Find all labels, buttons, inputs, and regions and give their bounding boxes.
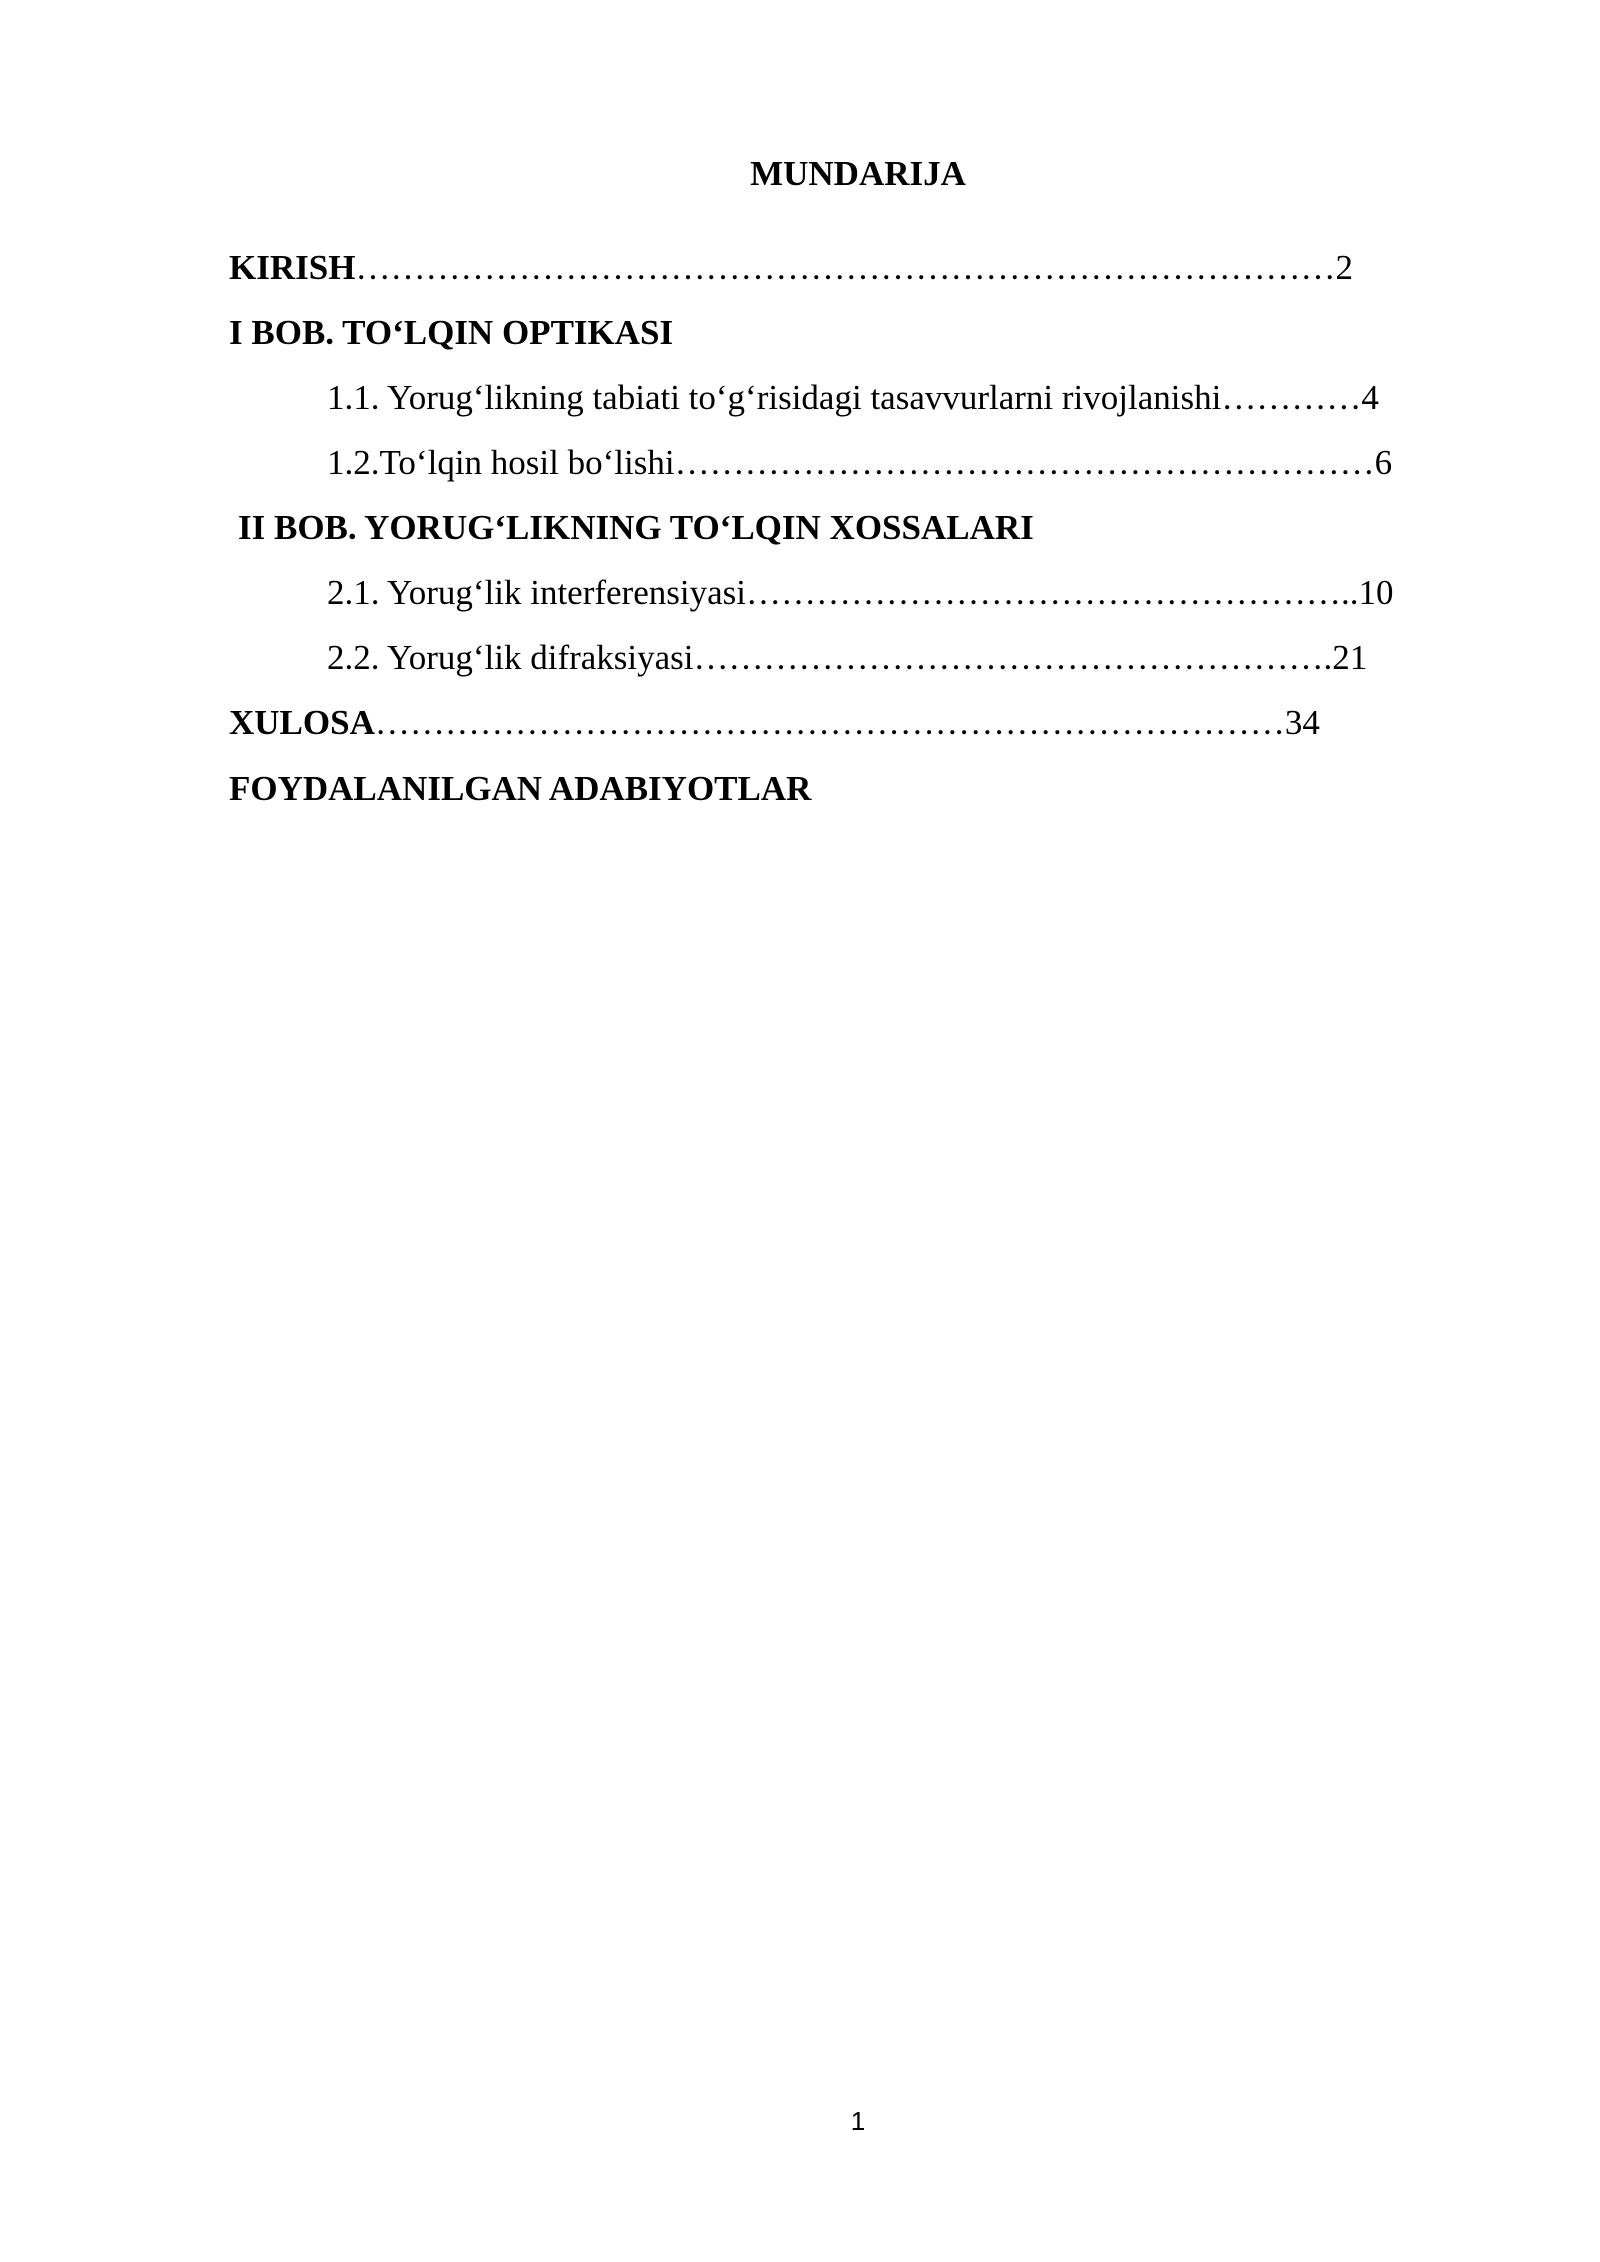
toc-chapter-label: II BOB. YORUG‘LIKNING TO‘LQIN XOSSALARI (238, 508, 1034, 547)
toc-page-number: 21 (1332, 638, 1368, 677)
toc-section-label: 2.1. Yorug‘lik interferensiyasi (327, 573, 746, 612)
toc-section-2-2[interactable] (327, 636, 1367, 680)
toc-page-number: 6 (1374, 443, 1393, 482)
toc-leader-dots: …………………………………………………………………… (374, 703, 1285, 742)
toc-page-number: 34 (1284, 703, 1320, 742)
toc-section-1-1[interactable] (327, 376, 1379, 420)
toc-leader-dots: ………………………………………………. (693, 638, 1333, 677)
toc-entry-label: KIRISH (229, 248, 356, 287)
toc-page-number: 2 (1335, 248, 1353, 287)
page-number: 1 (850, 2106, 866, 2136)
toc-section-1-2[interactable] (327, 441, 1392, 485)
toc-leader-dots: …………………………………………………… (674, 443, 1375, 482)
toc-section-label: 2.2. Yorug‘lik difraksiyasi (327, 638, 694, 677)
toc-title: MUNDARIJA (750, 154, 966, 193)
toc-chapter-2[interactable] (238, 506, 1034, 550)
toc-leader-dots: ………… (1221, 378, 1362, 417)
toc-entry-xulosa[interactable] (229, 701, 1320, 745)
toc-page-number: 4 (1361, 378, 1379, 417)
toc-leader-dots: ………………………………………………………………………… (355, 248, 1336, 287)
toc-page-number: 10 (1358, 573, 1394, 612)
toc-entry-adabiyotlar[interactable] (229, 767, 811, 811)
toc-leader-dots: …………………………………………….. (745, 573, 1359, 612)
toc-section-2-1[interactable] (327, 571, 1393, 615)
toc-section-label: 1.1. Yorug‘likning tabiati to‘g‘risidagi tasavvurlarni rivojlanishi (327, 378, 1222, 417)
toc-chapter-label: I BOB. TO‘LQIN OPTIKASI (229, 313, 674, 352)
toc-chapter-1[interactable] (229, 311, 673, 355)
toc-section-label: 1.2.To‘lqin hosil bo‘lishi (327, 443, 675, 482)
toc-entry-label: FOYDALANILGAN ADABIYOTLAR (229, 769, 812, 808)
toc-entry-label: XULOSA (229, 703, 375, 742)
toc-entry-kirish[interactable] (229, 246, 1353, 290)
